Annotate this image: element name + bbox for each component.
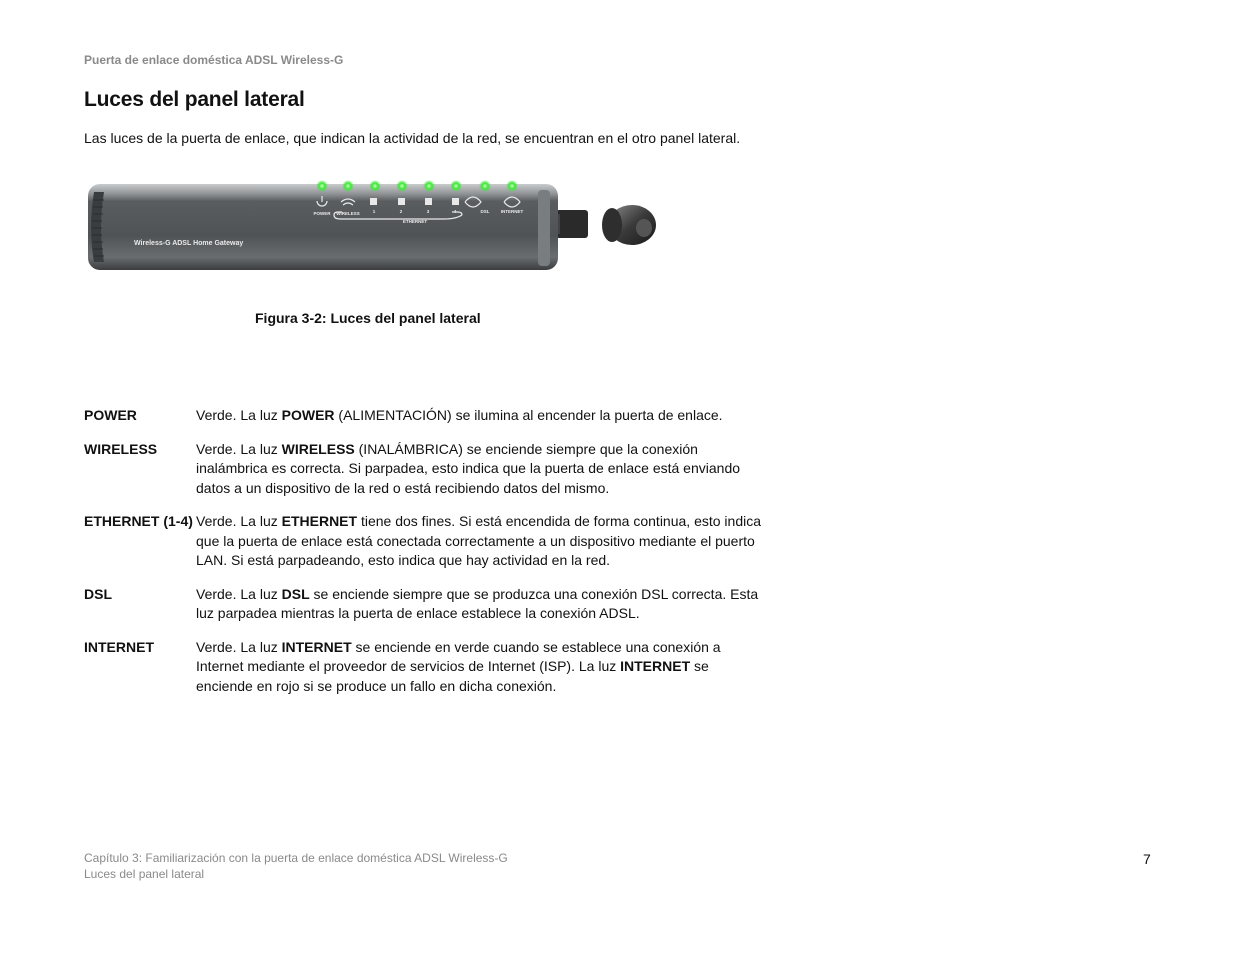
led-label-internet: INTERNET — [500, 209, 524, 214]
footer-section: Luces del panel lateral — [84, 867, 205, 881]
text-run: Verde. La luz — [196, 513, 282, 529]
definition-description — [196, 638, 774, 697]
device-label: Wireless-G ADSL Home Gateway — [134, 240, 244, 247]
bold-term: INTERNET — [620, 658, 691, 674]
definition-description — [196, 440, 774, 499]
led-wireless — [342, 180, 354, 192]
text-run: Verde. La luz — [196, 585, 282, 602]
bold-term: ETHERNET — [281, 513, 358, 529]
page-number: 7 — [1143, 851, 1151, 867]
led-power — [316, 180, 328, 192]
definition-row-wireless — [84, 440, 774, 499]
led-label-dsl: DSL — [480, 209, 490, 214]
gateway-side-panel-figure — [84, 172, 664, 282]
definition-term: WIRELESS — [84, 440, 158, 457]
text-run: se enciende en verde cuando se establece una conexión a Internet mediante el proveedor de servicios de Internet (ISP). La luz — [196, 638, 721, 674]
text-run: (INALÁMBRICA) se enciende siempre que la conexión inalámbrica es correcta. Si parpadea, esto indica que la puerta de enlace está enviando datos a un dispositivo de la red o está recibiendo datos del mismo. — [196, 440, 741, 496]
led-definitions-list — [84, 406, 774, 710]
definition-row-dsl — [84, 585, 774, 624]
led-label-4: 4 — [453, 209, 457, 214]
intro-paragraph: Las luces de la puerta de enlace, que indican la actividad de la red, se encuentran en el otro panel lateral. — [84, 130, 741, 146]
text-run: se enciende en rojo si se produce un fallo en dicha conexión. — [196, 658, 709, 694]
text-run: tiene dos fines. Si está encendida de forma continua, esto indica que la puerta de enlace está conectada correctamente a un dispositivo mediante el puerto LAN. Si está parpadeando, esto indica que hay actividad en la red. — [196, 513, 761, 568]
led-label-2: 2 — [399, 209, 403, 214]
definition-row-power — [84, 406, 774, 426]
led-label-3: 3 — [426, 209, 430, 214]
footer-chapter: Capítulo 3: Familiarización con la puerta de enlace doméstica ADSL Wireless-G — [84, 851, 508, 865]
definition-row-internet — [84, 638, 774, 697]
bold-term: INTERNET — [281, 638, 352, 655]
bold-term: WIRELESS — [281, 440, 355, 457]
led-label-1: 1 — [372, 209, 376, 214]
led-label-power: POWER — [313, 211, 331, 216]
definition-term: DSL — [84, 585, 112, 602]
running-head: Puerta de enlace doméstica ADSL Wireless-G — [84, 53, 344, 67]
text-run: Verde. La luz — [196, 407, 282, 423]
page-title: Luces del panel lateral — [84, 88, 305, 111]
text-run: se enciende siempre que se produzca una conexión DSL correcta. Esta luz parpadea mientras la puerta de enlace establece la conexión ADSL. — [196, 585, 759, 621]
led-label-wireless: WIRELESS — [336, 211, 360, 216]
led-ethernet-4 — [450, 180, 462, 192]
text-run: Verde. La luz — [196, 440, 282, 457]
led-dsl — [479, 180, 491, 192]
gateway-body — [88, 184, 558, 270]
led-ethernet-3 — [423, 180, 435, 192]
led-ethernet-2 — [396, 180, 408, 192]
bold-term: POWER — [281, 407, 335, 423]
bold-term: DSL — [281, 585, 310, 602]
gateway-illustration — [84, 172, 664, 282]
definition-term: INTERNET — [84, 638, 154, 655]
definition-row-ethernet — [84, 512, 774, 571]
led-internet — [506, 180, 518, 192]
definition-term: POWER — [84, 407, 137, 423]
text-run: (ALIMENTACIÓN) se ilumina al encender la puerta de enlace. — [334, 407, 723, 423]
definition-term: ETHERNET (1-4) — [84, 513, 193, 529]
definition-description — [196, 512, 774, 571]
definition-description — [196, 585, 774, 624]
text-run: Verde. La luz — [196, 638, 282, 655]
definition-description — [196, 406, 774, 426]
figure-caption: Figura 3-2: Luces del panel lateral — [255, 310, 481, 326]
antenna-icon — [544, 205, 656, 245]
led-ethernet-1 — [369, 180, 381, 192]
ethernet-group-label: ETHERNET — [402, 219, 428, 224]
